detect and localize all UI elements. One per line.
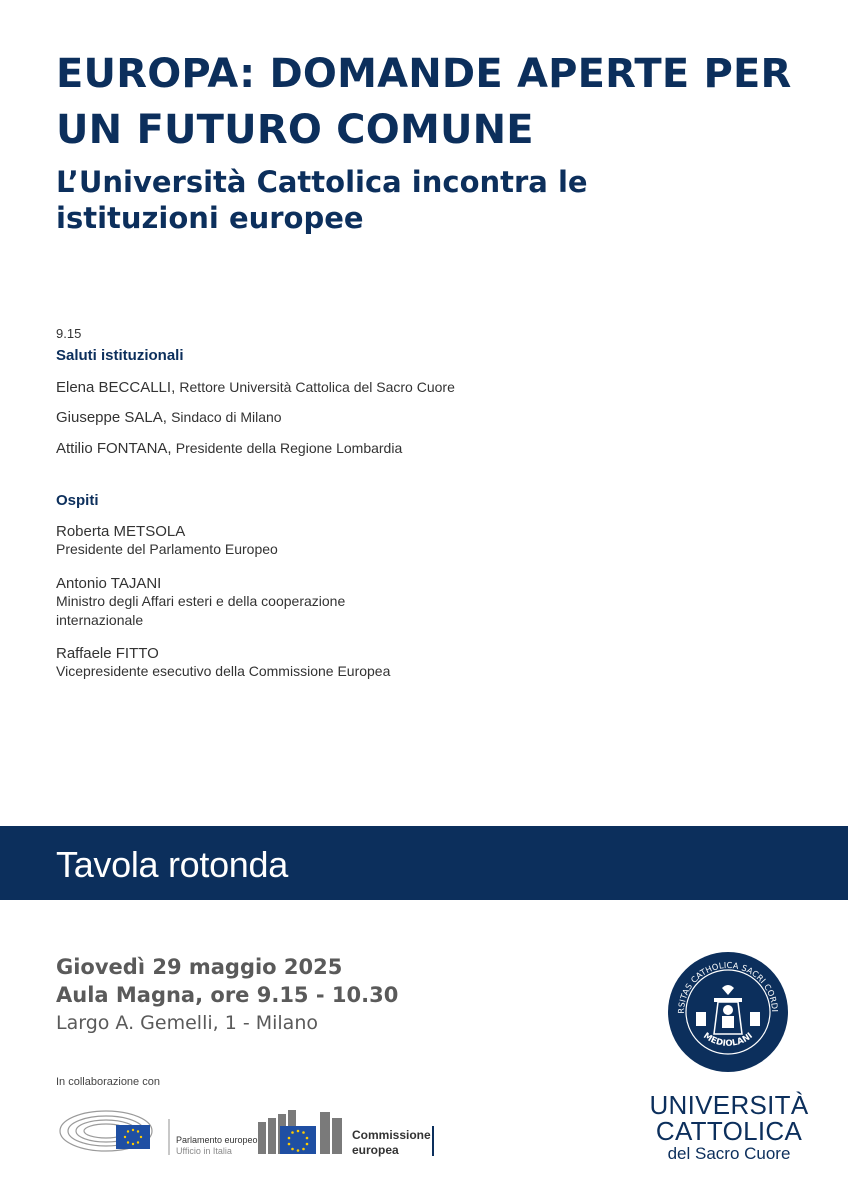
greeting-role: Sindaco di Milano <box>171 409 282 425</box>
university-line-3: del Sacro Cuore <box>667 1144 791 1163</box>
greeting-role: Rettore Università Cattolica del Sacro Cuore <box>179 379 455 395</box>
ec-label <box>352 1128 431 1158</box>
greeting-name: Attilio FONTANA, <box>56 440 172 457</box>
title-line-1: EUROPA: DOMANDE APERTE PER <box>56 51 792 97</box>
university-seal <box>666 950 790 1074</box>
page-subtitle <box>56 164 776 236</box>
university-seal-icon <box>666 950 790 1074</box>
guest-item <box>56 645 576 681</box>
band-label: Tavola rotonda <box>56 844 288 885</box>
greeting-name: Elena BECCALLI, <box>56 379 176 396</box>
guest-name: Raffaele FITTO <box>56 645 159 662</box>
university-name <box>640 1092 818 1164</box>
ec-divider <box>432 1126 434 1156</box>
program-time: 9.15 <box>56 326 82 341</box>
guests-heading: Ospiti <box>56 492 99 509</box>
event-address: Largo A. Gemelli, 1 - Milano <box>56 1012 318 1034</box>
greeting-item <box>56 409 282 426</box>
parliament-hemicycle-icon <box>56 1103 166 1155</box>
greeting-item <box>56 379 455 396</box>
subtitle-line-2: istituzioni europee <box>56 201 364 235</box>
seal-text-bottom: MEDIOLANI <box>701 1030 755 1049</box>
commission-building-icon <box>256 1108 348 1156</box>
guest-role: Vicepresidente esecutivo della Commissione Europea <box>56 663 391 679</box>
greeting-role: Presidente della Regione Lombardia <box>175 440 403 456</box>
guest-role: Ministro degli Affari esteri e della cooperazione <box>56 593 346 609</box>
european-commission-emblem <box>256 1108 348 1156</box>
ep-name: Parlamento europeo <box>176 1135 258 1145</box>
greetings-heading: Saluti istituzionali <box>56 347 184 364</box>
guest-name: Roberta METSOLA <box>56 523 186 540</box>
divider <box>168 1119 170 1155</box>
guest-role-continued: internazionale <box>56 612 144 628</box>
guest-role: Presidente del Parlamento Europeo <box>56 541 278 557</box>
collaboration-label: In collaborazione con <box>56 1076 160 1088</box>
event-date: Giovedì 29 maggio 2025 <box>56 955 343 979</box>
greeting-item <box>56 440 402 457</box>
university-line-2: CATTOLICA <box>655 1116 803 1146</box>
ec-line-1: Commissione <box>352 1128 431 1142</box>
title-line-2: UN FUTURO COMUNE <box>56 107 534 153</box>
greeting-name: Giuseppe SALA, <box>56 409 167 426</box>
ep-label <box>176 1135 258 1157</box>
seal-text-top: RSITAS CATHOLICA SACRI CORDI <box>675 959 781 1014</box>
guest-item <box>56 575 576 630</box>
ep-office: Ufficio in Italia <box>176 1146 232 1156</box>
event-place: Aula Magna, ore 9.15 - 10.30 <box>56 983 399 1007</box>
ec-line-2: europea <box>352 1143 399 1157</box>
guest-name: Antonio TAJANI <box>56 575 162 592</box>
university-line-1: UNIVERSITÀ <box>649 1090 809 1120</box>
page-title <box>56 46 816 158</box>
european-parliament-emblem <box>56 1103 166 1155</box>
guest-item <box>56 523 576 559</box>
subtitle-line-1: L’Università Cattolica incontra le <box>56 165 588 199</box>
